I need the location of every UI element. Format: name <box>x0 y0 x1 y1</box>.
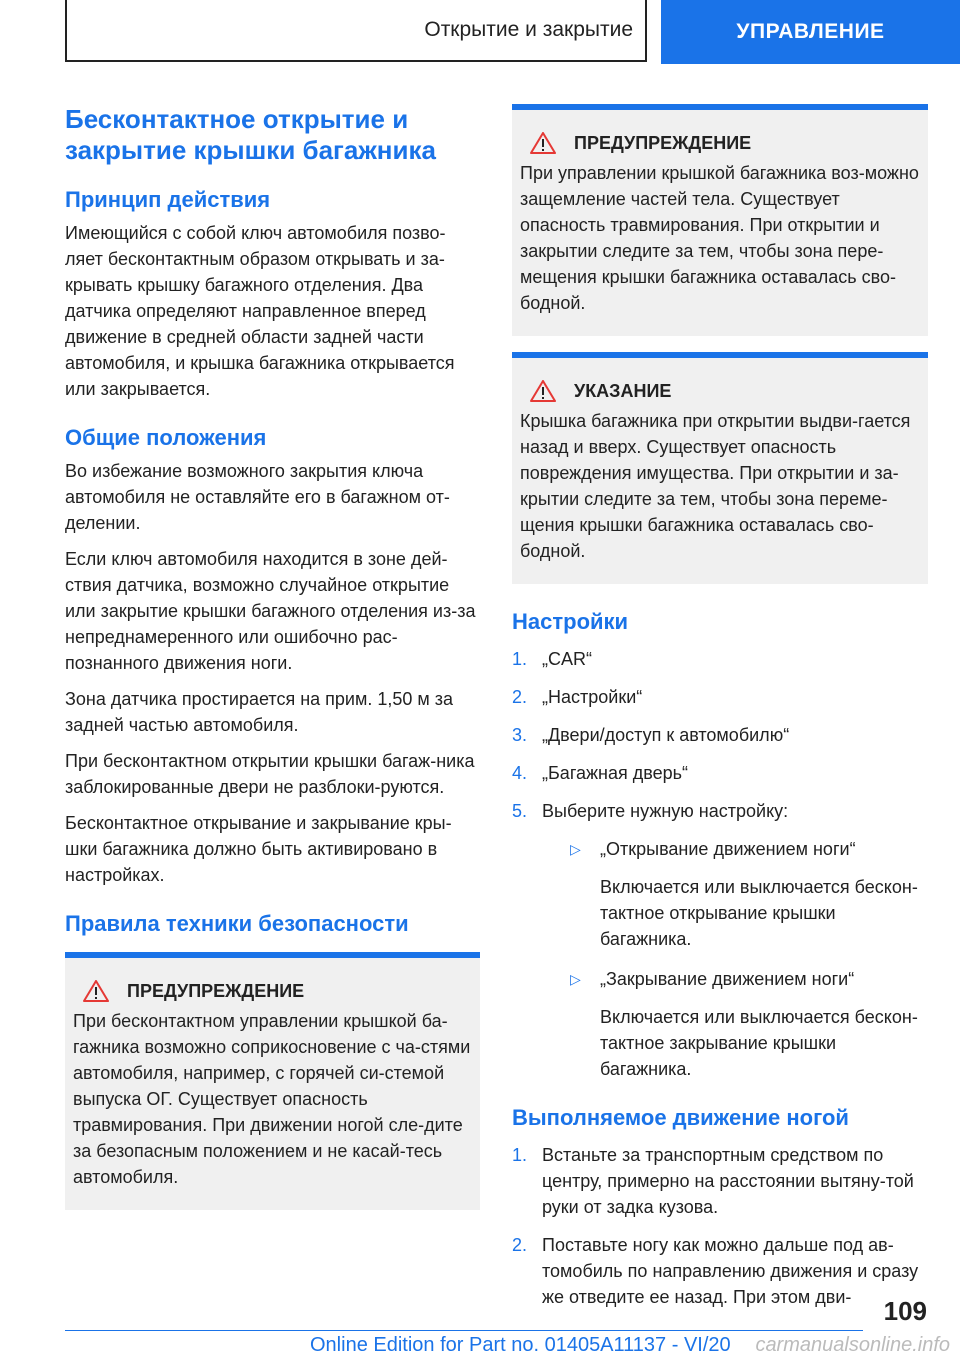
option-label: „Закрывание движением ноги“ <box>600 969 855 989</box>
notice-title <box>520 378 920 404</box>
list-item: 1. Встаньте за транспортным средством по центру, примерно на расстоянии вытяну-той руки от задка кузова. <box>512 1145 914 1217</box>
left-column <box>65 104 480 1210</box>
list-item: 1. „CAR“ <box>512 649 592 669</box>
option-description: Включается или выключается бескон-тактное закрывание крышки багажника. <box>600 1007 918 1079</box>
general-paragraph: Бесконтактное открывание и закрывание кры-шки багажника должно быть активировано в настройках. <box>65 813 452 885</box>
header-section-title: Открытие и закрытие <box>424 18 633 41</box>
page-title: Бесконтактное открытие и закрытие крышки багажника <box>65 104 436 165</box>
general-paragraph: Во избежание возможного закрытия ключа автомобиля не оставляйте его в багажном от-делении. <box>65 461 450 533</box>
right-column <box>512 104 928 1322</box>
warning-title <box>73 978 472 1004</box>
page-number: 109 <box>883 1296 927 1326</box>
warning-title <box>520 130 920 156</box>
foot-movement-heading: Выполняемое движение ногой <box>512 1105 849 1130</box>
principle-heading: Принцип действия <box>65 187 271 212</box>
warning-title-text: ПРЕДУПРЕЖДЕНИЕ <box>574 133 752 153</box>
notice-title-text: УКАЗАНИЕ <box>574 381 672 401</box>
warning-icon <box>530 132 556 154</box>
list-item: 2. Поставьте ногу как можно дальше под ав-томобиль по направлению движения и сразу же отведите ее назад. При этом дви- <box>512 1235 919 1307</box>
safety-warning-box <box>65 952 480 1210</box>
settings-option <box>570 966 928 1082</box>
settings-option <box>570 836 928 952</box>
safety-section <box>65 910 480 1210</box>
foot-movement-steps <box>512 1142 928 1310</box>
notice-text: Крышка багажника при открытии выдви-гается назад и вверх. Существует опасность повреждения имущества. При открытии и за-крытии следите за тем, чтобы зона переме-щения крышки багажника оставалась сво-бодной. <box>520 411 911 561</box>
list-item: 2. „Настройки“ <box>512 687 643 707</box>
warning-icon <box>83 980 109 1002</box>
safety-heading: Правила техники безопасности <box>65 911 409 936</box>
warning-title-text: ПРЕДУПРЕЖДЕНИЕ <box>127 981 305 1001</box>
general-section <box>65 424 480 888</box>
footer-edition: Online Edition for Part no. 01405A11137 - VI/20 <box>310 1334 731 1356</box>
header-chapter-tab[interactable] <box>661 0 960 64</box>
warning-text: При управлении крышкой багажника воз-можно защемление частей тела. Существует опасность травмирования. При открытии и закрытии следите за тем, чтобы зона пере-мещения крышки багажника оставалась сво-бодной. <box>520 163 919 313</box>
settings-steps <box>512 646 928 1082</box>
watermark: carmanualsonline.info <box>755 1334 950 1356</box>
settings-heading: Настройки <box>512 609 629 634</box>
pinch-warning-box <box>512 104 928 336</box>
warning-text: При бесконтактном управлении крышкой ба-гажника возможно соприкосновение с ча-стями автомобиля, например, с горячей си-стемой выпуска ОГ. Существует опасность травмирования. При движении ногой сле-дите за безопасным положением и не касай-тесь автомобиля. <box>73 1011 471 1187</box>
settings-options <box>542 836 928 1082</box>
triangle-bullet-icon: ▷ <box>570 971 581 987</box>
header-section <box>65 0 647 62</box>
option-description: Включается или выключается бескон-тактное открывание крышки багажника. <box>600 877 918 949</box>
list-item: 3. „Двери/доступ к автомобилю“ <box>512 725 790 745</box>
principle-section <box>65 186 480 402</box>
footer-divider <box>65 1330 863 1331</box>
triangle-bullet-icon: ▷ <box>570 841 581 857</box>
list-item: 5. Выберите нужную настройку: ▷ „Открывание движением ноги“ Включается или выключается бескон-тактное открывание крышки багажника. ▷ „Закрывание движением ноги“ Включается или выключается бескон-тактное закрывание крышки багажника. <box>512 798 928 1082</box>
principle-text: Имеющийся с собой ключ автомобиля позво-ляет бесконтактным образом открывать и за-крывать крышку багажного отделения. Два датчика определяют направленное вперед движение в средней области задней части автомобиля, и крышка багажника открывается или закрывается. <box>65 223 455 399</box>
notice-icon <box>530 380 556 402</box>
list-item: 4. „Багажная дверь“ <box>512 763 688 783</box>
general-paragraph: Если ключ автомобиля находится в зоне дей-ствия датчика, возможно случайное открытие или закрытие крышки багажного отделения из-за непреднамеренного или ошибочно рас-познанного движения ноги. <box>65 549 476 673</box>
notice-box <box>512 352 928 584</box>
general-paragraph: При бесконтактном открытии крышки багаж-ника заблокированные двери не разблоки-руются. <box>65 751 475 797</box>
header-chapter-title: УПРАВЛЕНИЕ <box>736 20 885 43</box>
option-label: „Открывание движением ноги“ <box>600 839 856 859</box>
foot-movement-section <box>512 1104 928 1310</box>
settings-section <box>512 608 928 1082</box>
general-heading: Общие положения <box>65 425 267 450</box>
general-paragraph: Зона датчика простирается на прим. 1,50 м за задней частью автомобиля. <box>65 689 454 735</box>
